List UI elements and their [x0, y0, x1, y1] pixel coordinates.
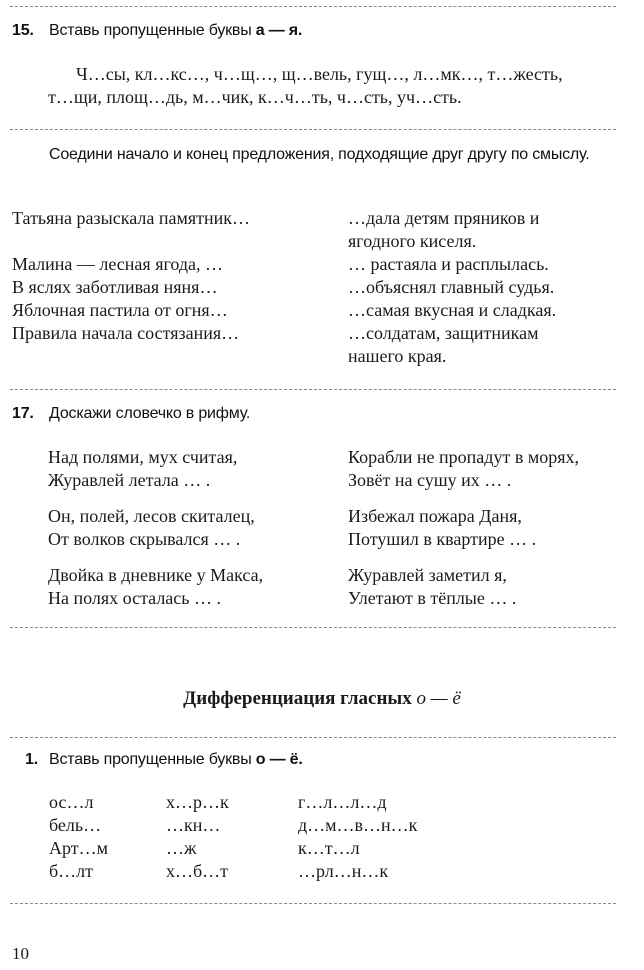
poem-line: Потушил в квартире … . [348, 529, 537, 549]
sentence-start: Татьяна разыскала памятник… [12, 208, 250, 228]
dashed-divider [10, 737, 616, 738]
poem-line: Он, полей, лесов скиталец, [48, 506, 255, 526]
word-blank: к…т…л [298, 838, 360, 858]
task-1-column-3 [298, 791, 417, 883]
task-number [12, 144, 49, 166]
word-blank: Арт…м [49, 838, 109, 858]
sentence-end: … растаяла и расплылась. [348, 254, 549, 274]
word-blank: г…л…л…д [298, 792, 387, 812]
word-blank: ос…л [49, 792, 94, 812]
task-16-title [12, 144, 617, 166]
task-17-title [12, 403, 250, 425]
task-instruction-bold: а — я. [255, 22, 303, 39]
poem [48, 564, 263, 610]
task-instruction: Вставь пропущенные буквы [49, 22, 256, 39]
poem-line: От волков скрывался … . [48, 529, 241, 549]
word-blank: б…лт [49, 861, 94, 881]
sentence-end: …самая вкусная и сладкая. [348, 300, 557, 320]
task-15-title [12, 20, 302, 42]
task-instruction: Доскажи словечко в рифму. [49, 405, 251, 422]
poem [348, 505, 579, 551]
poem-line: Журавлей летала … . [48, 470, 211, 490]
task-17-poems-left [48, 446, 263, 610]
poem [348, 446, 579, 492]
dashed-divider [10, 627, 616, 628]
task-instruction: Соедини начало и конец предложения, подходящие друг другу по смыслу. [49, 146, 590, 163]
sentence-end: ягодного киселя. [348, 231, 477, 251]
task-17-poems-right [348, 446, 579, 610]
word-blank: х…р…к [166, 792, 229, 812]
poem-line: Улетают в тёплые … . [348, 588, 517, 608]
sentence-end: нашего края. [348, 346, 447, 366]
task-16-left-column [12, 207, 250, 345]
poem [48, 505, 263, 551]
task-1-column-1 [49, 791, 108, 883]
task-1-title [12, 749, 303, 771]
section-heading-italic: о — ё [416, 688, 461, 709]
task-15-line-1: Ч…сы, кл…кс…, ч…щ…, щ…вель, гущ…, л…мк…, т…жесть, [76, 64, 563, 84]
task-number: 17. [12, 405, 34, 422]
section-heading-text: Дифференциация гласных [183, 688, 417, 709]
poem-line: Корабли не пропадут в морях, [348, 447, 579, 467]
dashed-divider [10, 129, 616, 130]
word-blank: д…м…в…н…к [298, 815, 418, 835]
task-16-right-column [348, 207, 556, 368]
sentence-start: В яслях заботливая няня… [12, 277, 218, 297]
word-blank: бель… [49, 815, 102, 835]
poem-line: Зовёт на сушу их … . [348, 470, 512, 490]
task-instruction: Вставь пропущенные буквы [49, 751, 256, 768]
poem [48, 446, 263, 492]
page-number: 10 [12, 944, 29, 963]
sentence-end: …дала детям пряников и [348, 208, 540, 228]
sentence-start: Яблочная пастила от огня… [12, 300, 228, 320]
poem-line: Над полями, мух считая, [48, 447, 238, 467]
task-number: 15. [12, 22, 34, 39]
task-number: 1. [25, 751, 38, 768]
poem-line: Двойка в дневнике у Макса, [48, 565, 264, 585]
dashed-divider [10, 389, 616, 390]
dashed-divider [10, 6, 616, 7]
dashed-divider [10, 903, 616, 904]
sentence-start: Малина — лесная ягода, … [12, 254, 224, 274]
poem-line: На полях осталась … . [48, 588, 221, 608]
sentence-end: …солдатам, защитникам [348, 323, 539, 343]
section-heading [0, 688, 644, 710]
sentence-end: …объяснял главный судья. [348, 277, 555, 297]
word-blank: …кн… [166, 815, 221, 835]
task-15-line-2: т…щи, площ…дь, м…чик, к…ч…ть, ч…сть, уч…сть. [48, 87, 462, 107]
poem-line: Журавлей заметил я, [348, 565, 507, 585]
word-blank: …рл…н…к [298, 861, 389, 881]
poem [348, 564, 579, 610]
task-instruction-bold: о — ё. [255, 751, 303, 768]
poem-line: Избежал пожара Даня, [348, 506, 522, 526]
sentence-start: Правила начала состязания… [12, 323, 240, 343]
word-blank: х…б…т [166, 861, 229, 881]
word-blank: …ж [166, 838, 197, 858]
task-1-column-2 [166, 791, 229, 883]
